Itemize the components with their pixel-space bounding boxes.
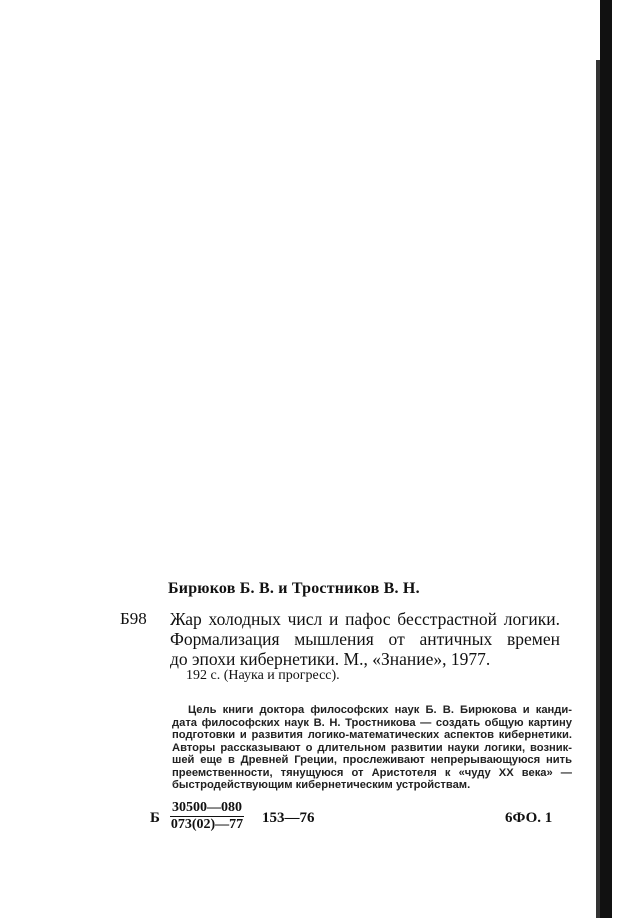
title-line: до эпохи кибернетики. М., «Знание», 1977. [170,649,491,669]
index-suffix: 153—76 [262,810,315,826]
page-count: 192 с. (Наука и прогресс). [186,668,340,683]
index-letter: Б [150,810,160,826]
index-denominator: 073(02)—77 [170,817,244,832]
abstract-line: Цель книги доктора философских наук Б. В. Бирюкова и канди- [188,704,572,716]
title-line: Жар холодных числ и пафос бесстрастной логики. [170,609,560,629]
abstract-line: подготовки и развития логико-математических аспектов кибернетики. [172,729,572,741]
index-fraction [170,800,244,833]
classification: 6ФО. 1 [505,810,553,826]
abstract-line: Авторы рассказывают о длительном развитии науки логики, возник- [172,741,572,754]
authors: Бирюков Б. В. и Тростников В. Н. [168,580,420,597]
catalog-code: Б98 [120,609,147,628]
index-numerator: 30500—080 [172,800,242,815]
abstract-line: дата философских наук В. Н. Тростникова — создать общую картину [172,716,572,729]
abstract-line: преемственности, тянущуюся от Аристотеля к «чуду XX века» — [172,766,572,779]
scan-page-edge-shadow [596,60,600,918]
abstract-line: шей еще в Древней Греции, прослеживают непрерывающуюся нить [172,754,572,766]
abstract-line: быстродействующим кибернетическим устройствам. [172,779,471,791]
scan-page-edge [600,0,612,918]
title-line: Формализация мышления от античных времен [170,629,560,649]
abstract [172,704,572,792]
